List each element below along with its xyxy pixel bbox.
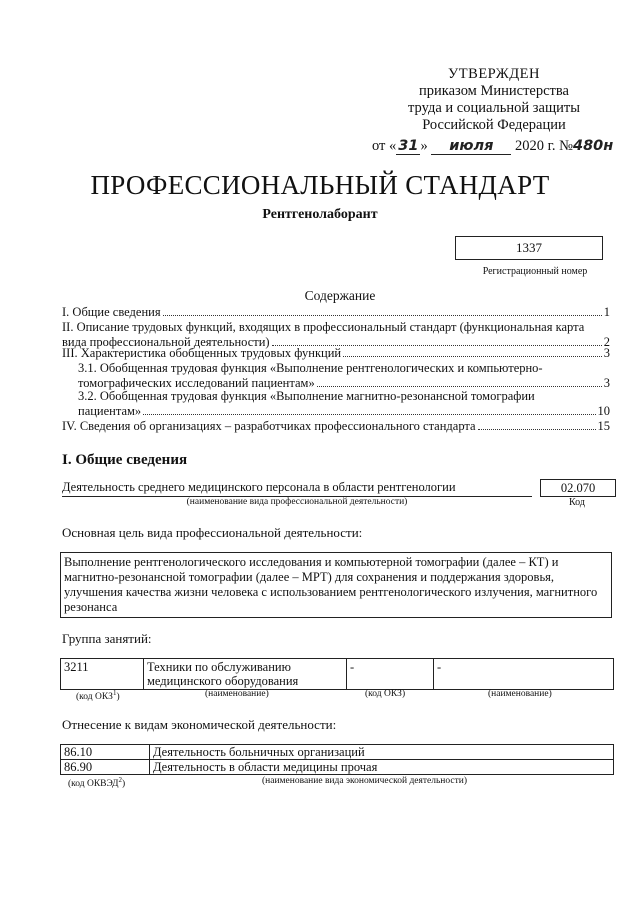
occupation-code-caption: (код ОКЗ$^1$) (76, 689, 120, 703)
table-row (61, 760, 614, 775)
table-row (61, 745, 614, 760)
econ-table (60, 744, 614, 775)
page-subtitle: Рентгенолаборант (262, 207, 378, 222)
toc-item (78, 361, 610, 391)
activity-caption: (наименование вида профессиональной деятельности) (186, 497, 408, 507)
occupation-name2-caption: (наименование) (488, 689, 552, 699)
date-prefix: от « (372, 138, 397, 154)
toc-item-page: 2 (603, 335, 610, 349)
toc-item-page: 1 (603, 305, 610, 319)
econ-name-caption: (наименование вида экономической деятельности) (262, 776, 467, 786)
toc-item-text: IV. Сведения об организациях – разработчиках профессионального стандарта (62, 419, 476, 433)
econ-code: 86.10 (61, 745, 150, 760)
approval-line-2: приказом Министерства (419, 83, 569, 99)
section-heading: I. Общие сведения (62, 452, 188, 468)
registration-number-box: 1337 (455, 236, 603, 260)
activity-name: Деятельность среднего медицинского персонала в области рентгенологии (62, 480, 532, 497)
date-mid: » (420, 138, 432, 154)
activity-code: 02.070 (540, 479, 616, 497)
date-month: июля (431, 138, 511, 155)
approval-line-3: труда и социальной защиты (408, 100, 580, 116)
econ-label: Отнесение к видам экономической деятельности: (62, 717, 337, 732)
toc-item-text: пациентам» (78, 404, 142, 418)
registration-caption: Регистрационный номер (482, 266, 588, 277)
date-year: 2020 г. № (511, 138, 573, 154)
toc-item-text: III. Характеристика обобщенных трудовых функций (62, 346, 342, 360)
occupation-code: 3211 (61, 659, 144, 690)
toc-item-text: вида профессиональной деятельности) (62, 335, 270, 349)
purpose-text: Выполнение рентгенологического исследования и компьютерной томографии (далее – КТ) и магнитно-резонансной томографии (далее – МРТ) для сохранения и поддержания здоровья, улучшения качества жизни человека с использованием рентгенологического излучения, магнитного резонанса (60, 552, 612, 618)
occupation-name: Техники по обслуживанию медицинского оборудования (144, 659, 347, 690)
toc-item-page: 3 (603, 376, 610, 390)
econ-code: 86.90 (61, 760, 150, 775)
approval-line-4: Российской Федерации (422, 117, 566, 133)
econ-name: Деятельность в области медицины прочая (150, 760, 614, 775)
toc-item-text: I. Общие сведения (62, 305, 161, 319)
occupation-code2-caption: (код ОКЗ) (365, 689, 406, 699)
occupation-name-2: - (434, 659, 614, 690)
toc-item-text: II. Описание трудовых функций, входящих в профессиональный стандарт (функциональная карта (62, 320, 585, 334)
approval-date-line (372, 138, 632, 155)
toc-item-page: 15 (597, 419, 610, 433)
econ-name: Деятельность больничных организаций (150, 745, 614, 760)
table-row (61, 659, 614, 690)
date-day: 31 (398, 138, 419, 154)
toc-item (62, 346, 610, 361)
approval-heading: УТВЕРЖДЕН (448, 66, 540, 82)
purpose-label: Основная цель вида профессиональной деятельности: (62, 525, 363, 540)
approval-block (370, 66, 618, 134)
toc-item-text: томографических исследований пациентам» (78, 376, 315, 390)
occupation-name-caption: (наименование) (205, 689, 269, 699)
group-label: Группа занятий: (62, 631, 152, 646)
occupation-table (60, 658, 614, 690)
toc-item (62, 419, 610, 434)
order-number: 480н (573, 138, 614, 154)
toc-item-page: 10 (597, 404, 610, 418)
toc-title: Содержание (304, 288, 376, 303)
occupation-code-2: - (347, 659, 434, 690)
toc-item-text: 3.2. Обобщенная трудовая функция «Выполнение магнитно-резонансной томографии (78, 389, 535, 403)
code-caption: Код (569, 497, 585, 508)
toc-item (62, 305, 610, 320)
toc-item (78, 389, 610, 419)
econ-code-caption: (код ОКВЭД$^2$) (68, 776, 126, 790)
toc-item-page: 3 (603, 346, 610, 360)
page-title: ПРОФЕССИОНАЛЬНЫЙ СТАНДАРТ (90, 170, 550, 200)
toc-item-text: 3.1. Обобщенная трудовая функция «Выполнение рентгенологических и компьютерно- (78, 361, 543, 375)
